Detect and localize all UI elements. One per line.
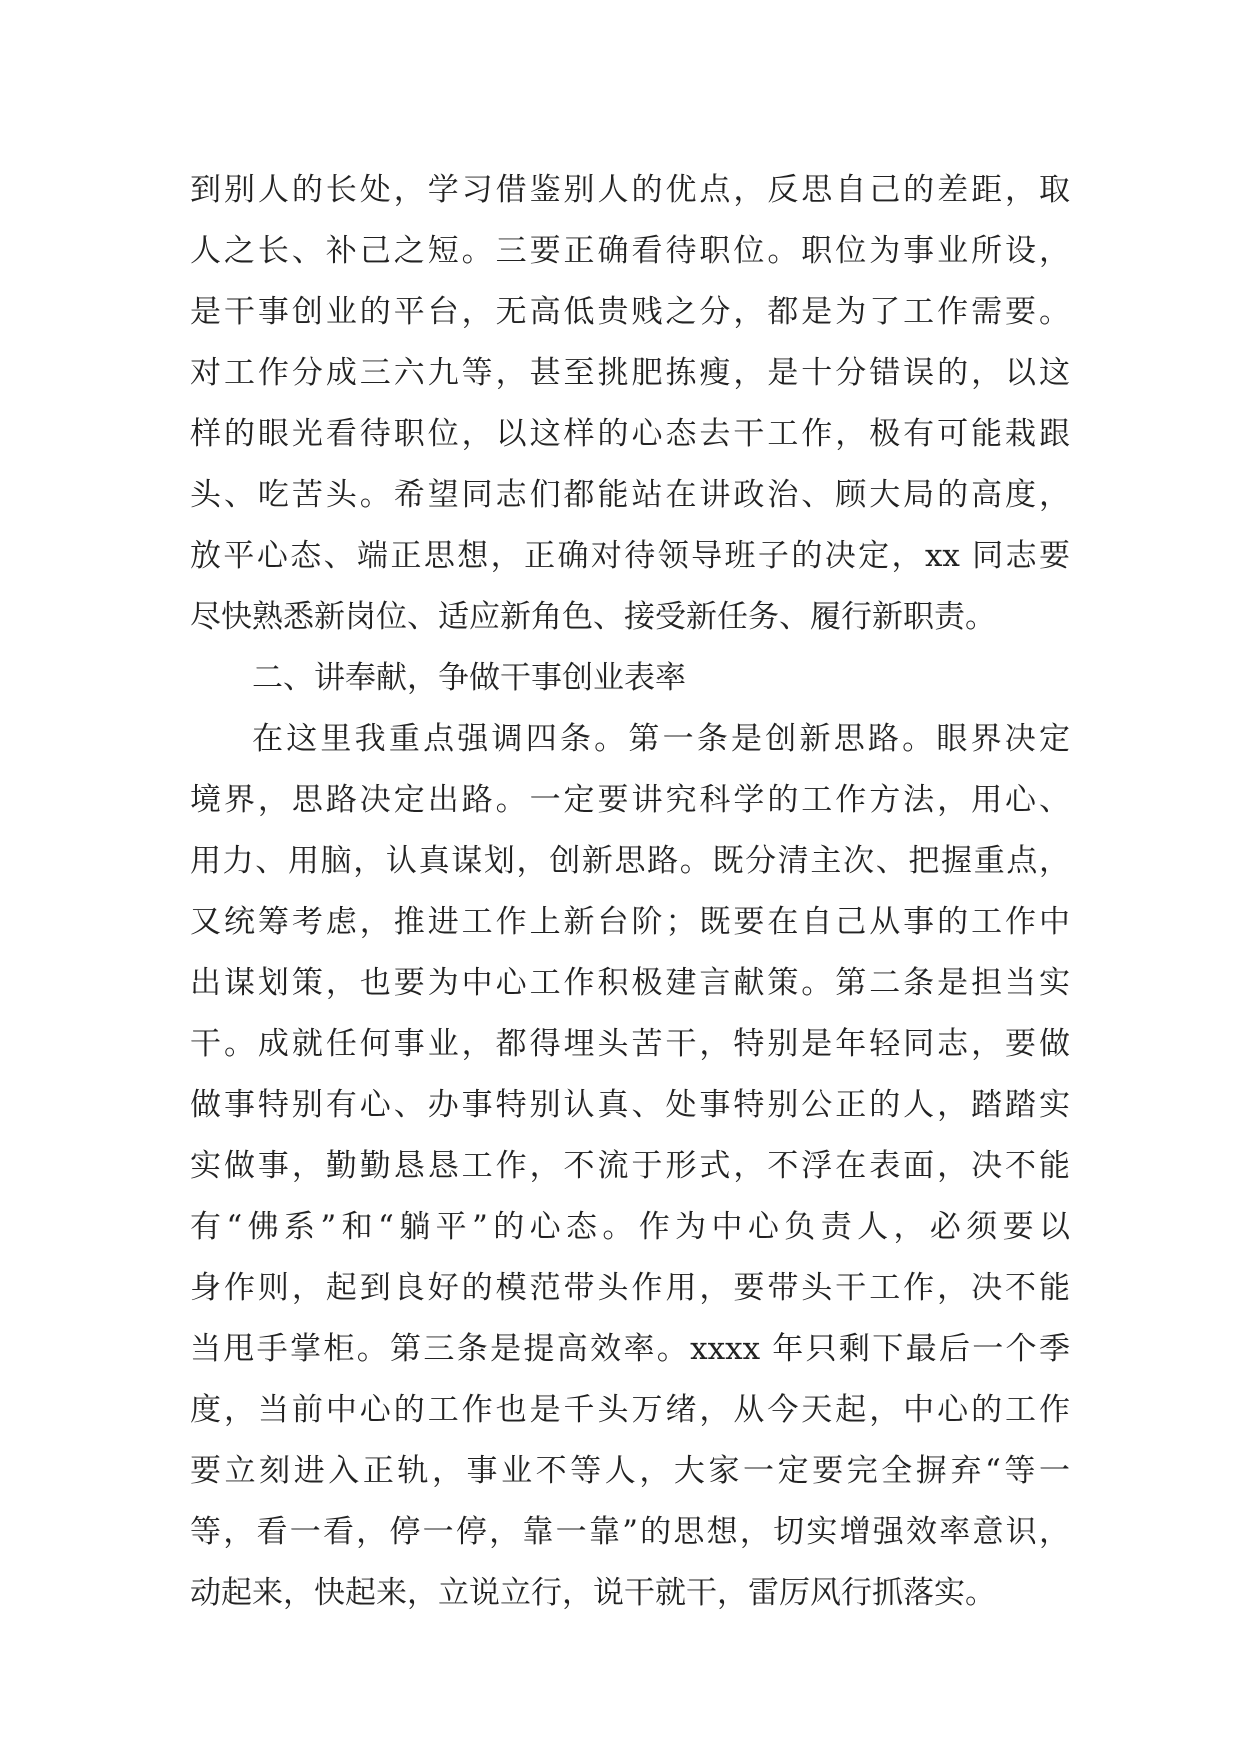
text-line: 实做事，勤勤恳恳工作，不流于形式，不浮在表面，决不能 [190,1148,1070,1184]
section-heading: 二、讲奉献，争做干事创业表率 [252,660,686,696]
text-line: 对工作分成三六九等，甚至挑肥拣瘦，是十分错误的，以这 [190,355,1070,391]
text-line: 出谋划策，也要为中心工作积极建言献策。第二条是担当实 [190,965,1070,1001]
text-line: 尽快熟悉新岗位、适应新角色、接受新任务、履行新职责。 [190,599,996,635]
text-line: 有“佛系”和“躺平”的心态。作为中心负责人，必须要以 [190,1209,1070,1245]
text-line: 做事特别有心、办事特别认真、处事特别公正的人，踏踏实 [190,1087,1070,1123]
text-line: 人之长、补己之短。三要正确看待职位。职位为事业所设， [190,233,1070,269]
text-line: 境界，思路决定出路。一定要讲究科学的工作方法，用心、 [190,782,1070,818]
text-line: 等，看一看，停一停，靠一靠”的思想，切实增强效率意识， [190,1514,1070,1550]
text-line: 是干事创业的平台，无高低贵贱之分，都是为了工作需要。 [190,294,1070,330]
text-line: 身作则，起到良好的模范带头作用，要带头干工作，决不能 [190,1270,1070,1306]
text-line: 放平心态、端正思想，正确对待领导班子的决定，xx 同志要 [190,538,1070,574]
text-line: 又统筹考虑，推进工作上新台阶；既要在自己从事的工作中 [190,904,1070,940]
text-line: 头、吃苦头。希望同志们都能站在讲政治、顾大局的高度， [190,477,1070,513]
text-line: 用力、用脑，认真谋划，创新思路。既分清主次、把握重点， [190,843,1070,879]
text-line: 干。成就任何事业，都得埋头苦干，特别是年轻同志，要做 [190,1026,1070,1062]
text-line: 在这里我重点强调四条。第一条是创新思路。眼界决定 [252,721,1070,757]
text-line: 度，当前中心的工作也是千头万绪，从今天起，中心的工作 [190,1392,1070,1428]
text-line: 动起来，快起来，立说立行，说干就干，雷厉风行抓落实。 [190,1575,996,1611]
text-line: 到别人的长处，学习借鉴别人的优点，反思自己的差距，取 [190,172,1070,208]
body-text [190,160,1070,1624]
text-line: 当甩手掌柜。第三条是提高效率。xxxx 年只剩下最后一个季 [190,1331,1070,1367]
text-line: 要立刻进入正轨，事业不等人，大家一定要完全摒弃“等一 [190,1453,1070,1489]
text-line: 样的眼光看待职位，以这样的心态去干工作，极有可能栽跟 [190,416,1070,452]
